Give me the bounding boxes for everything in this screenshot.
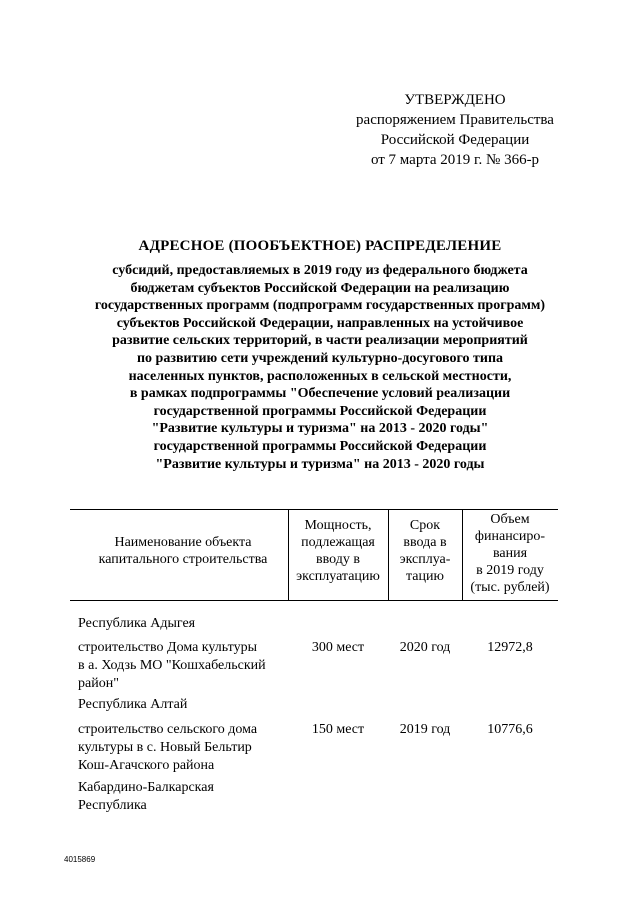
- table-header-rule: [70, 600, 558, 601]
- document-title: АДРЕСНОЕ (ПООБЪЕКТНОЕ) РАСПРЕДЕЛЕНИЕ: [138, 238, 502, 254]
- object-name-line: район": [78, 676, 119, 691]
- region-heading: Республика Алтай: [78, 697, 188, 712]
- header-text: ввода в: [403, 535, 447, 550]
- approval-line: от 7 марта 2019 г. № 366-р: [370, 152, 540, 168]
- amount-value: 12972,8: [487, 640, 533, 655]
- subtitle-line: "Развитие культуры и туризма" на 2013 - 2020 годы": [151, 421, 489, 437]
- subtitle-line: "Развитие культуры и туризма" на 2013 - 2020 годы: [155, 456, 485, 472]
- object-name-line: в а. Ходзь МО "Кошхабельский: [78, 658, 266, 673]
- capacity-value: 150 мест: [311, 722, 365, 737]
- subtitle-line: субсидий, предоставляемых в 2019 году из федерального бюджета: [112, 263, 528, 278]
- header-text: Срок: [409, 518, 441, 533]
- capacity-value: 300 мест: [311, 640, 365, 655]
- approval-line: распоряжением Правительства: [356, 112, 554, 128]
- header-text: тацию: [406, 569, 444, 584]
- header-text: вания: [492, 546, 528, 561]
- subtitle-line: субъектов Российской Федерации, направленных на устойчивое: [116, 315, 524, 331]
- header-text: эксплуатацию: [296, 569, 380, 584]
- object-name: [78, 721, 288, 775]
- header-text: финансиро-: [474, 529, 546, 544]
- header-text: Наименование объекта: [114, 535, 252, 550]
- header-term: [388, 517, 462, 585]
- region-heading: [78, 779, 288, 815]
- header-text: (тыс. рублей): [470, 580, 550, 595]
- header-amount: [462, 511, 558, 596]
- subtitle-line: населенных пунктов, расположенных в сельской местности,: [128, 368, 512, 384]
- region-line: Республика: [78, 798, 147, 813]
- table-top-rule: [70, 509, 558, 510]
- header-text: капитального строительства: [98, 552, 268, 567]
- header-text: эксплуа-: [399, 552, 451, 567]
- document-subtitle: [40, 262, 600, 473]
- term-value: 2019 год: [399, 722, 451, 737]
- region-heading: Республика Адыгея: [78, 616, 196, 631]
- subtitle-line: бюджетам субъектов Российской Федерации на реализацию: [130, 280, 510, 296]
- approval-heading: УТВЕРЖДЕНО: [404, 92, 506, 108]
- amount-value: 10776,6: [487, 722, 533, 737]
- subtitle-line: в рамках подпрограммы "Обеспечение условий реализации: [129, 386, 511, 402]
- header-capacity: [288, 517, 388, 585]
- document-number: 4015869: [64, 855, 96, 864]
- subtitle-line: государственной программы Российской Федерации: [153, 403, 487, 419]
- object-name-line: культуры в с. Новый Бельтир: [78, 740, 252, 755]
- object-name-line: Кош-Агачского района: [78, 758, 215, 773]
- subtitle-line: развитие сельских территорий, в части реализации мероприятий: [112, 333, 528, 349]
- object-name-line: строительство Дома культуры: [78, 640, 257, 655]
- subtitle-line: государственных программ (подпрограмм государственных программ): [94, 298, 546, 314]
- region-line: Кабардино-Балкарская: [78, 780, 214, 795]
- subtitle-line: государственной программы Российской Федерации: [153, 438, 487, 454]
- subtitle-line: по развитию сети учреждений культурно-досугового типа: [136, 350, 504, 366]
- approval-stamp: [340, 90, 570, 170]
- object-name-line: строительство сельского дома: [78, 722, 258, 737]
- header-name: [78, 534, 288, 568]
- approval-line: Российской Федерации: [380, 132, 530, 148]
- header-text: Мощность,: [304, 518, 372, 533]
- header-text: Объем: [490, 512, 530, 527]
- header-text: в 2019 году: [476, 563, 544, 578]
- object-name: [78, 639, 288, 693]
- header-text: вводу в: [316, 552, 360, 567]
- header-text: подлежащая: [301, 535, 375, 550]
- term-value: 2020 год: [399, 640, 451, 655]
